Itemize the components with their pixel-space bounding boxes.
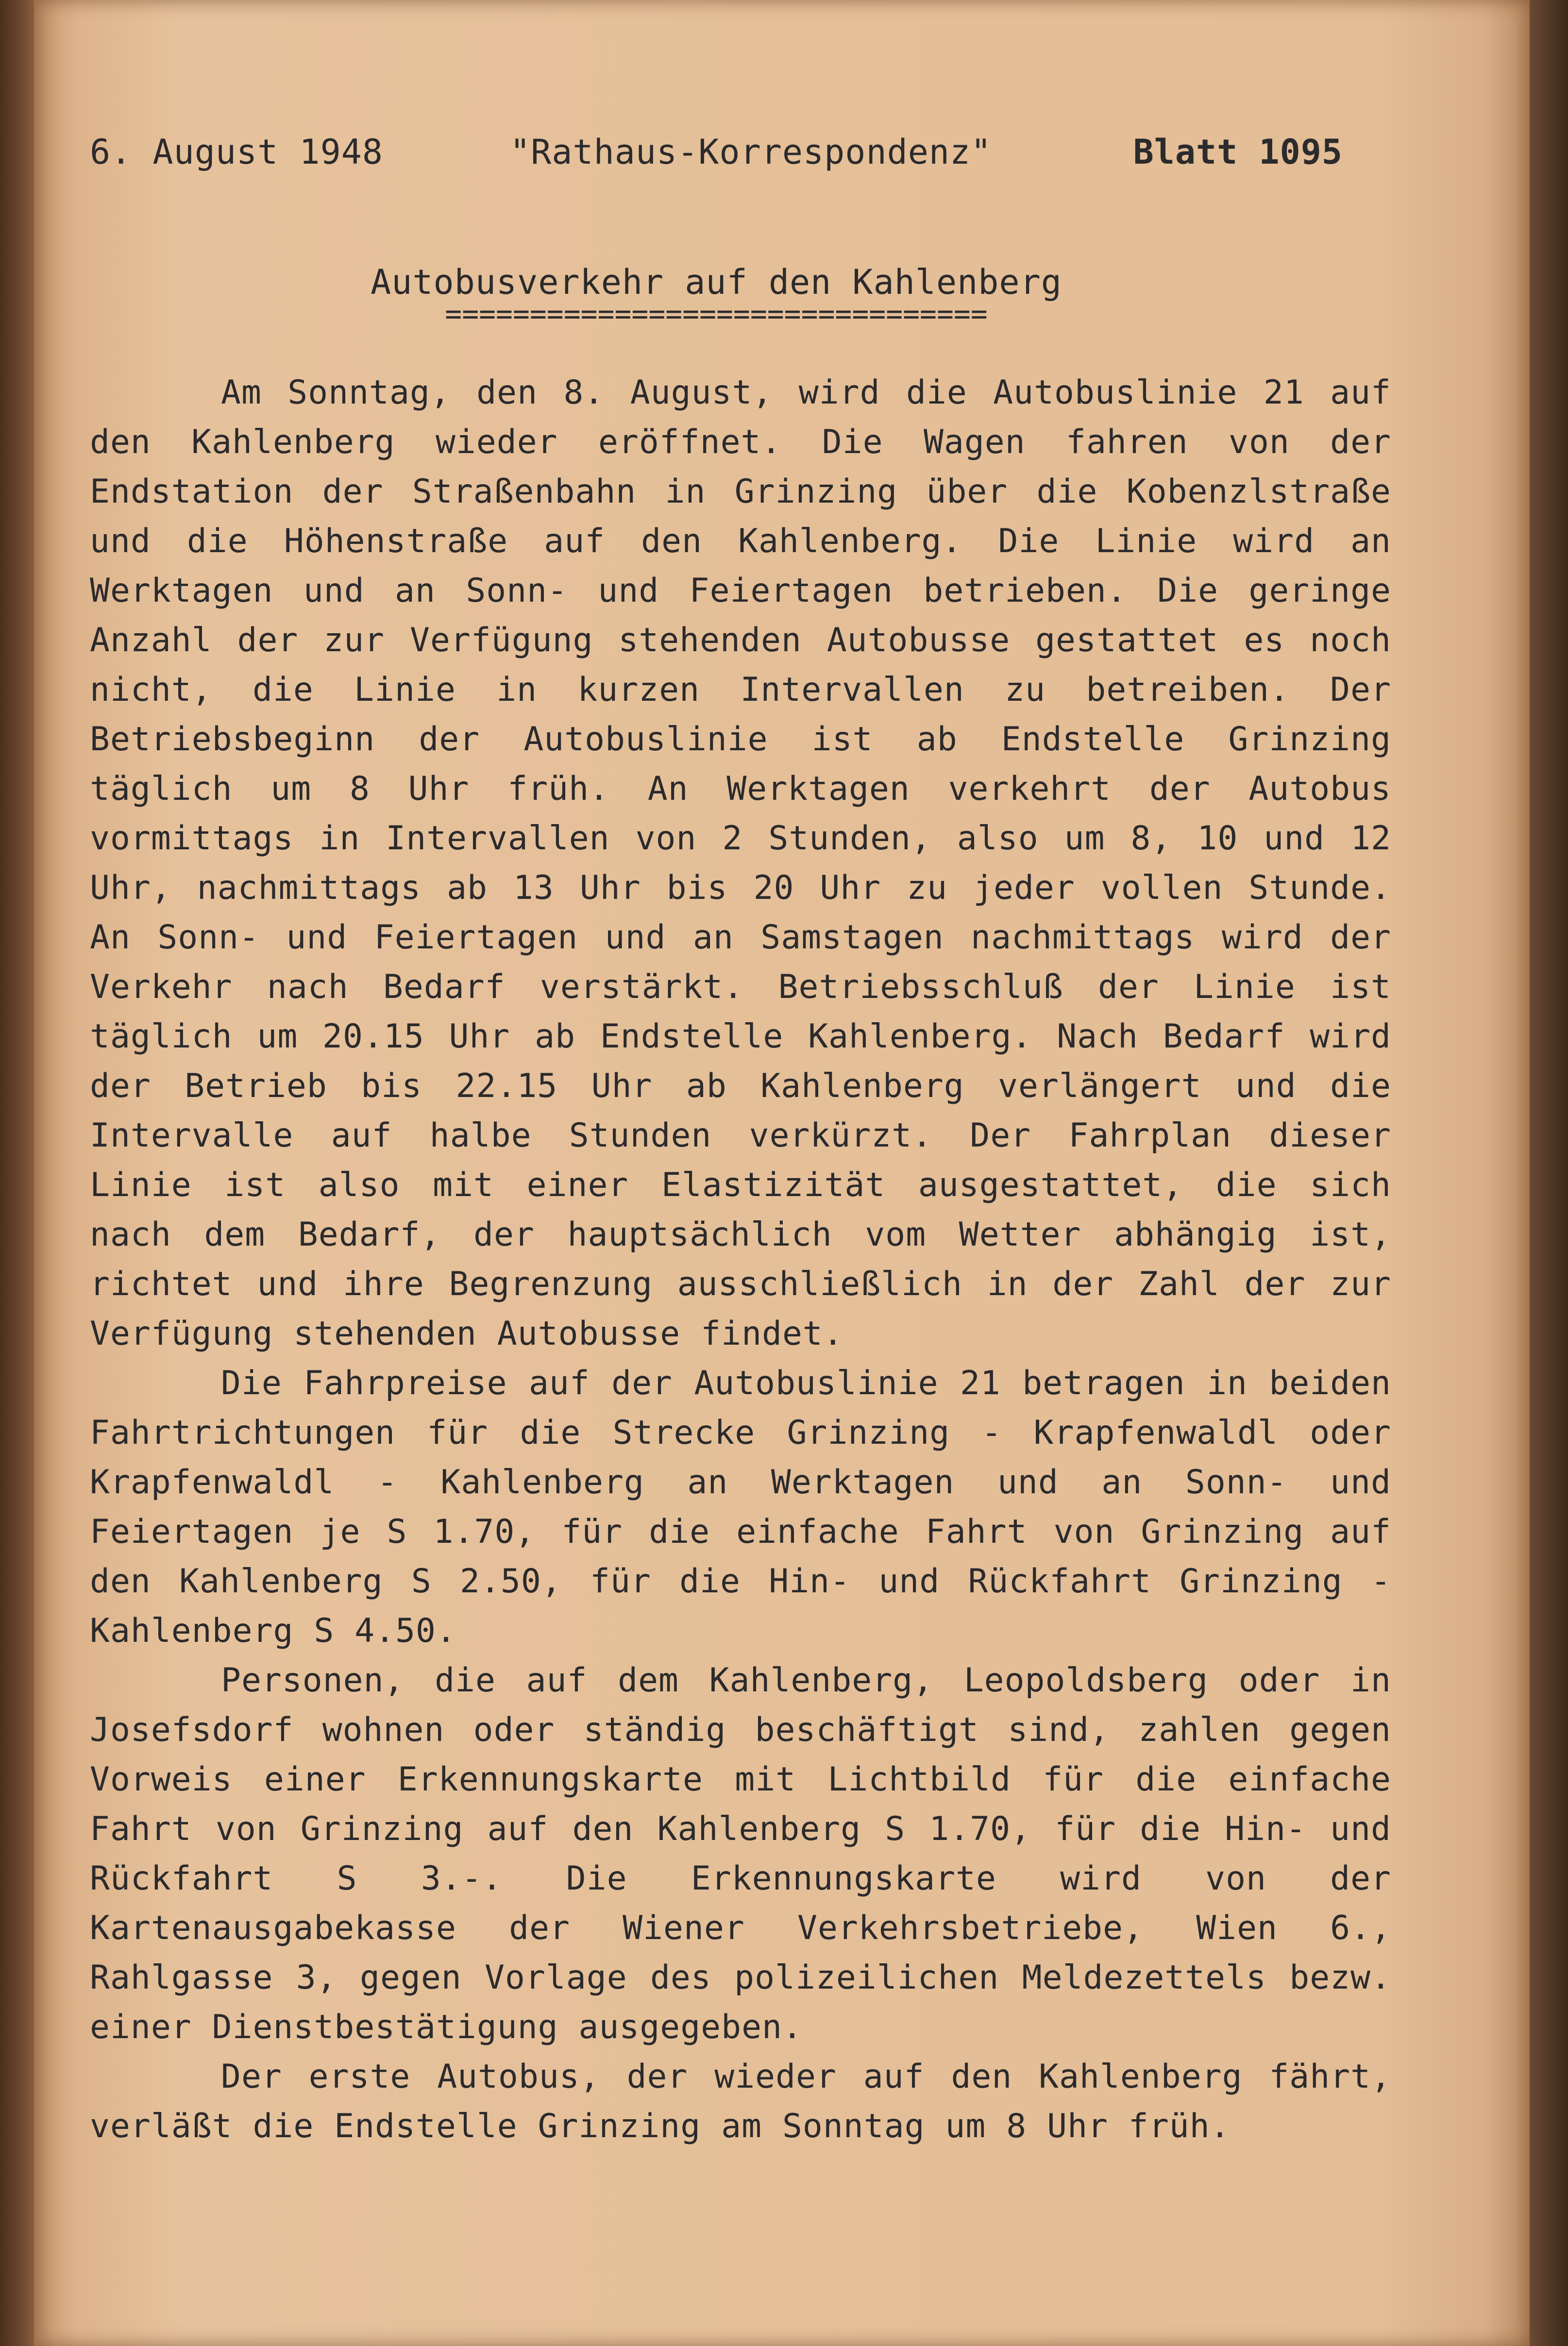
paragraph-1: Am Sonntag, den 8. August, wird die Autobuslinie 21 auf den Kahlenberg wieder eröffnet. Die Wagen fahren von der Endstation der Straßenbahn in Grinzing über die Kobenzlstraße und die Höhenstraße auf den Kahlenberg. Die Linie wird an Werktagen und an Sonn- und Feiertagen betrieben. Die geringe Anzahl der zur Verfügung stehenden Autobusse gestattet es noch nicht, die Linie in kurzen Intervallen zu betreiben. Der Betriebsbeginn der Autobuslinie ist ab Endstelle Grinzing täglich um 8 Uhr früh. An Werktagen verkehrt der Autobus vormittags in Intervallen von 2 Stunden, also um 8, 10 und 12 Uhr, nachmittags ab 13 Uhr bis 20 Uhr zu jeder vollen Stunde. An Sonn- und Feiertagen und an Samstagen nachmittags wird der Verkehr nach Bedarf verstärkt. Betriebsschluß der Linie ist täglich um 20.15 Uhr ab Endstelle Kahlenberg. Nach Bedarf wird der Betrieb bis 22.15 Uhr ab Kahlenberg verlängert und die Intervalle auf halbe Stunden verkürzt. Der Fahrplan dieser Linie ist also mit einer Elastizität ausgestattet, die sich nach dem Bedarf, der hauptsächlich vom Wetter abhängig ist, richtet und ihre Begrenzung ausschließlich in der Zahl der zur Verfügung stehenden Autobusse findet. [90, 373, 1391, 1353]
article-title: Autobusverkehr auf den Kahlenberg [371, 262, 1062, 302]
header-sheet-number: Blatt 1095 [1133, 132, 1343, 172]
header-date: 6. August 1948 [90, 132, 384, 172]
article-title-block [90, 262, 1343, 328]
article-body [90, 368, 1391, 2151]
paragraph-3: Personen, die auf dem Kahlenberg, Leopoldsberg oder in Josefsdorf wohnen oder ständig beschäftigt sind, zahlen gegen Vorweis einer Erkennungskarte mit Lichtbild für die einfache Fahrt von Grinzing auf den Kahlenberg S 1.70, für die Hin- und Rückfahrt S 3.-. Die Erkennungskarte wird von der Kartenausgabekasse der Wiener Verkehrsbetriebe, Wien 6., Rahlgasse 3, gegen Vorlage des polizeilichen Meldezettels bezw. einer Dienstbestätigung ausgegeben. [90, 1661, 1391, 2046]
header-publication: "Rathaus-Korrespondenz" [510, 132, 992, 172]
book-spine [0, 0, 34, 2346]
article-title-underline: ================================ [445, 297, 988, 330]
paragraph-2: Die Fahrpreise auf der Autobuslinie 21 betragen in beiden Fahrtrichtungen für die Strecke Grinzing - Krapfenwaldl oder Krapfenwaldl - Kahlenberg an Werktagen und an Sonn- und Feiertagen je S 1.70, für die einfache Fahrt von Grinzing auf den Kahlenberg S 2.50, für die Hin- und Rückfahrt Grinzing - Kahlenberg S 4.50. [90, 1364, 1391, 1650]
page-header [90, 132, 1343, 176]
page-edge [1530, 0, 1568, 2346]
paragraph-4: Der erste Autobus, der wieder auf den Kahlenberg fährt, verläßt die Endstelle Grinzing am Sonntag um 8 Uhr früh. [90, 2058, 1391, 2145]
